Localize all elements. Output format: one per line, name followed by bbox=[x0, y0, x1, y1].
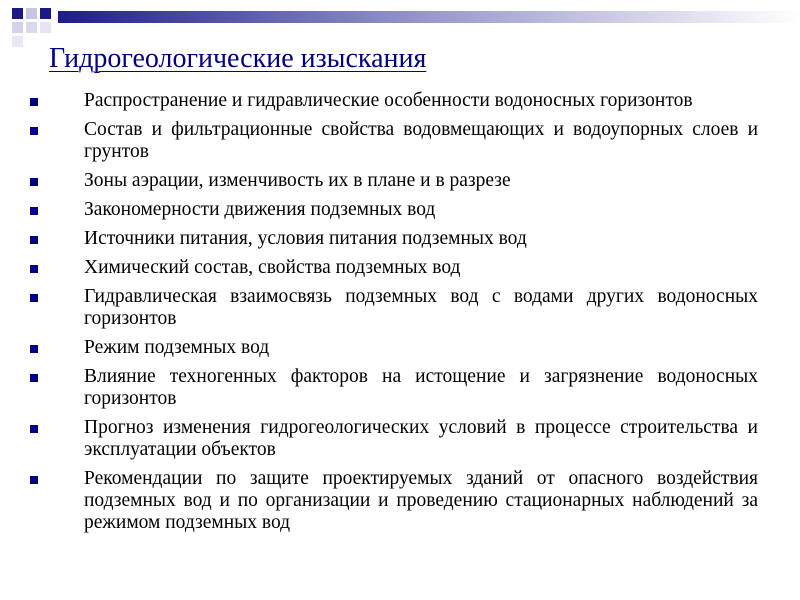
square-bullet-icon bbox=[30, 127, 38, 135]
list-item bbox=[26, 199, 758, 221]
list-item-text: Распространение и гидравлические особенности водоносных горизонтов bbox=[84, 90, 693, 111]
square-bullet-icon bbox=[30, 236, 38, 244]
list-item-text: Зоны аэрации, изменчивость их в плане и в разрезе bbox=[84, 170, 511, 191]
square-bullet-icon bbox=[30, 207, 38, 215]
square-bullet-icon bbox=[30, 425, 38, 433]
slide-title: Гидрогеологические изыскания bbox=[49, 43, 427, 74]
list-item bbox=[26, 337, 758, 359]
square-bullet-icon bbox=[30, 476, 38, 484]
list-item-text: Источники питания, условия питания подземных вод bbox=[84, 228, 527, 249]
list-item bbox=[26, 119, 758, 163]
square-bullet-icon bbox=[30, 294, 38, 302]
list-item-text: Режим подземных вод bbox=[84, 337, 270, 358]
list-item-text: Прогноз изменения гидрогеологических условий в процессе строительства и эксплуатации объектов bbox=[84, 417, 758, 460]
list-item bbox=[26, 257, 758, 279]
list-item bbox=[26, 170, 758, 192]
square-bullet-icon bbox=[30, 374, 38, 382]
list-item bbox=[26, 366, 758, 410]
square-bullet-icon bbox=[30, 178, 38, 186]
list-item bbox=[26, 286, 758, 330]
list-item-text: Химический состав, свойства подземных вод bbox=[84, 257, 461, 278]
list-item bbox=[26, 90, 758, 112]
list-item-text: Состав и фильтрационные свойства водовмещающих и водоупорных слоев и грунтов bbox=[84, 119, 758, 162]
square-bullet-icon bbox=[30, 98, 38, 106]
list-item-text: Влияние техногенных факторов на истощение и загрязнение водоносных горизонтов bbox=[84, 366, 758, 409]
list-item-text: Закономерности движения подземных вод bbox=[84, 199, 436, 220]
bullet-list bbox=[26, 90, 758, 541]
square-bullet-icon bbox=[30, 265, 38, 273]
list-item bbox=[26, 468, 758, 534]
corner-square-light bbox=[26, 8, 37, 19]
corner-square-dark bbox=[12, 8, 23, 19]
list-item bbox=[26, 228, 758, 250]
list-item bbox=[26, 417, 758, 461]
list-item-text: Гидравлическая взаимосвязь подземных вод с водами других водоносных горизонтов bbox=[84, 286, 758, 329]
list-item-text: Рекомендации по защите проектируемых зданий от опасного воздействия подземных вод и по организации и проведению стационарных наблюдений за режимом подземных вод bbox=[84, 468, 758, 533]
square-bullet-icon bbox=[30, 345, 38, 353]
